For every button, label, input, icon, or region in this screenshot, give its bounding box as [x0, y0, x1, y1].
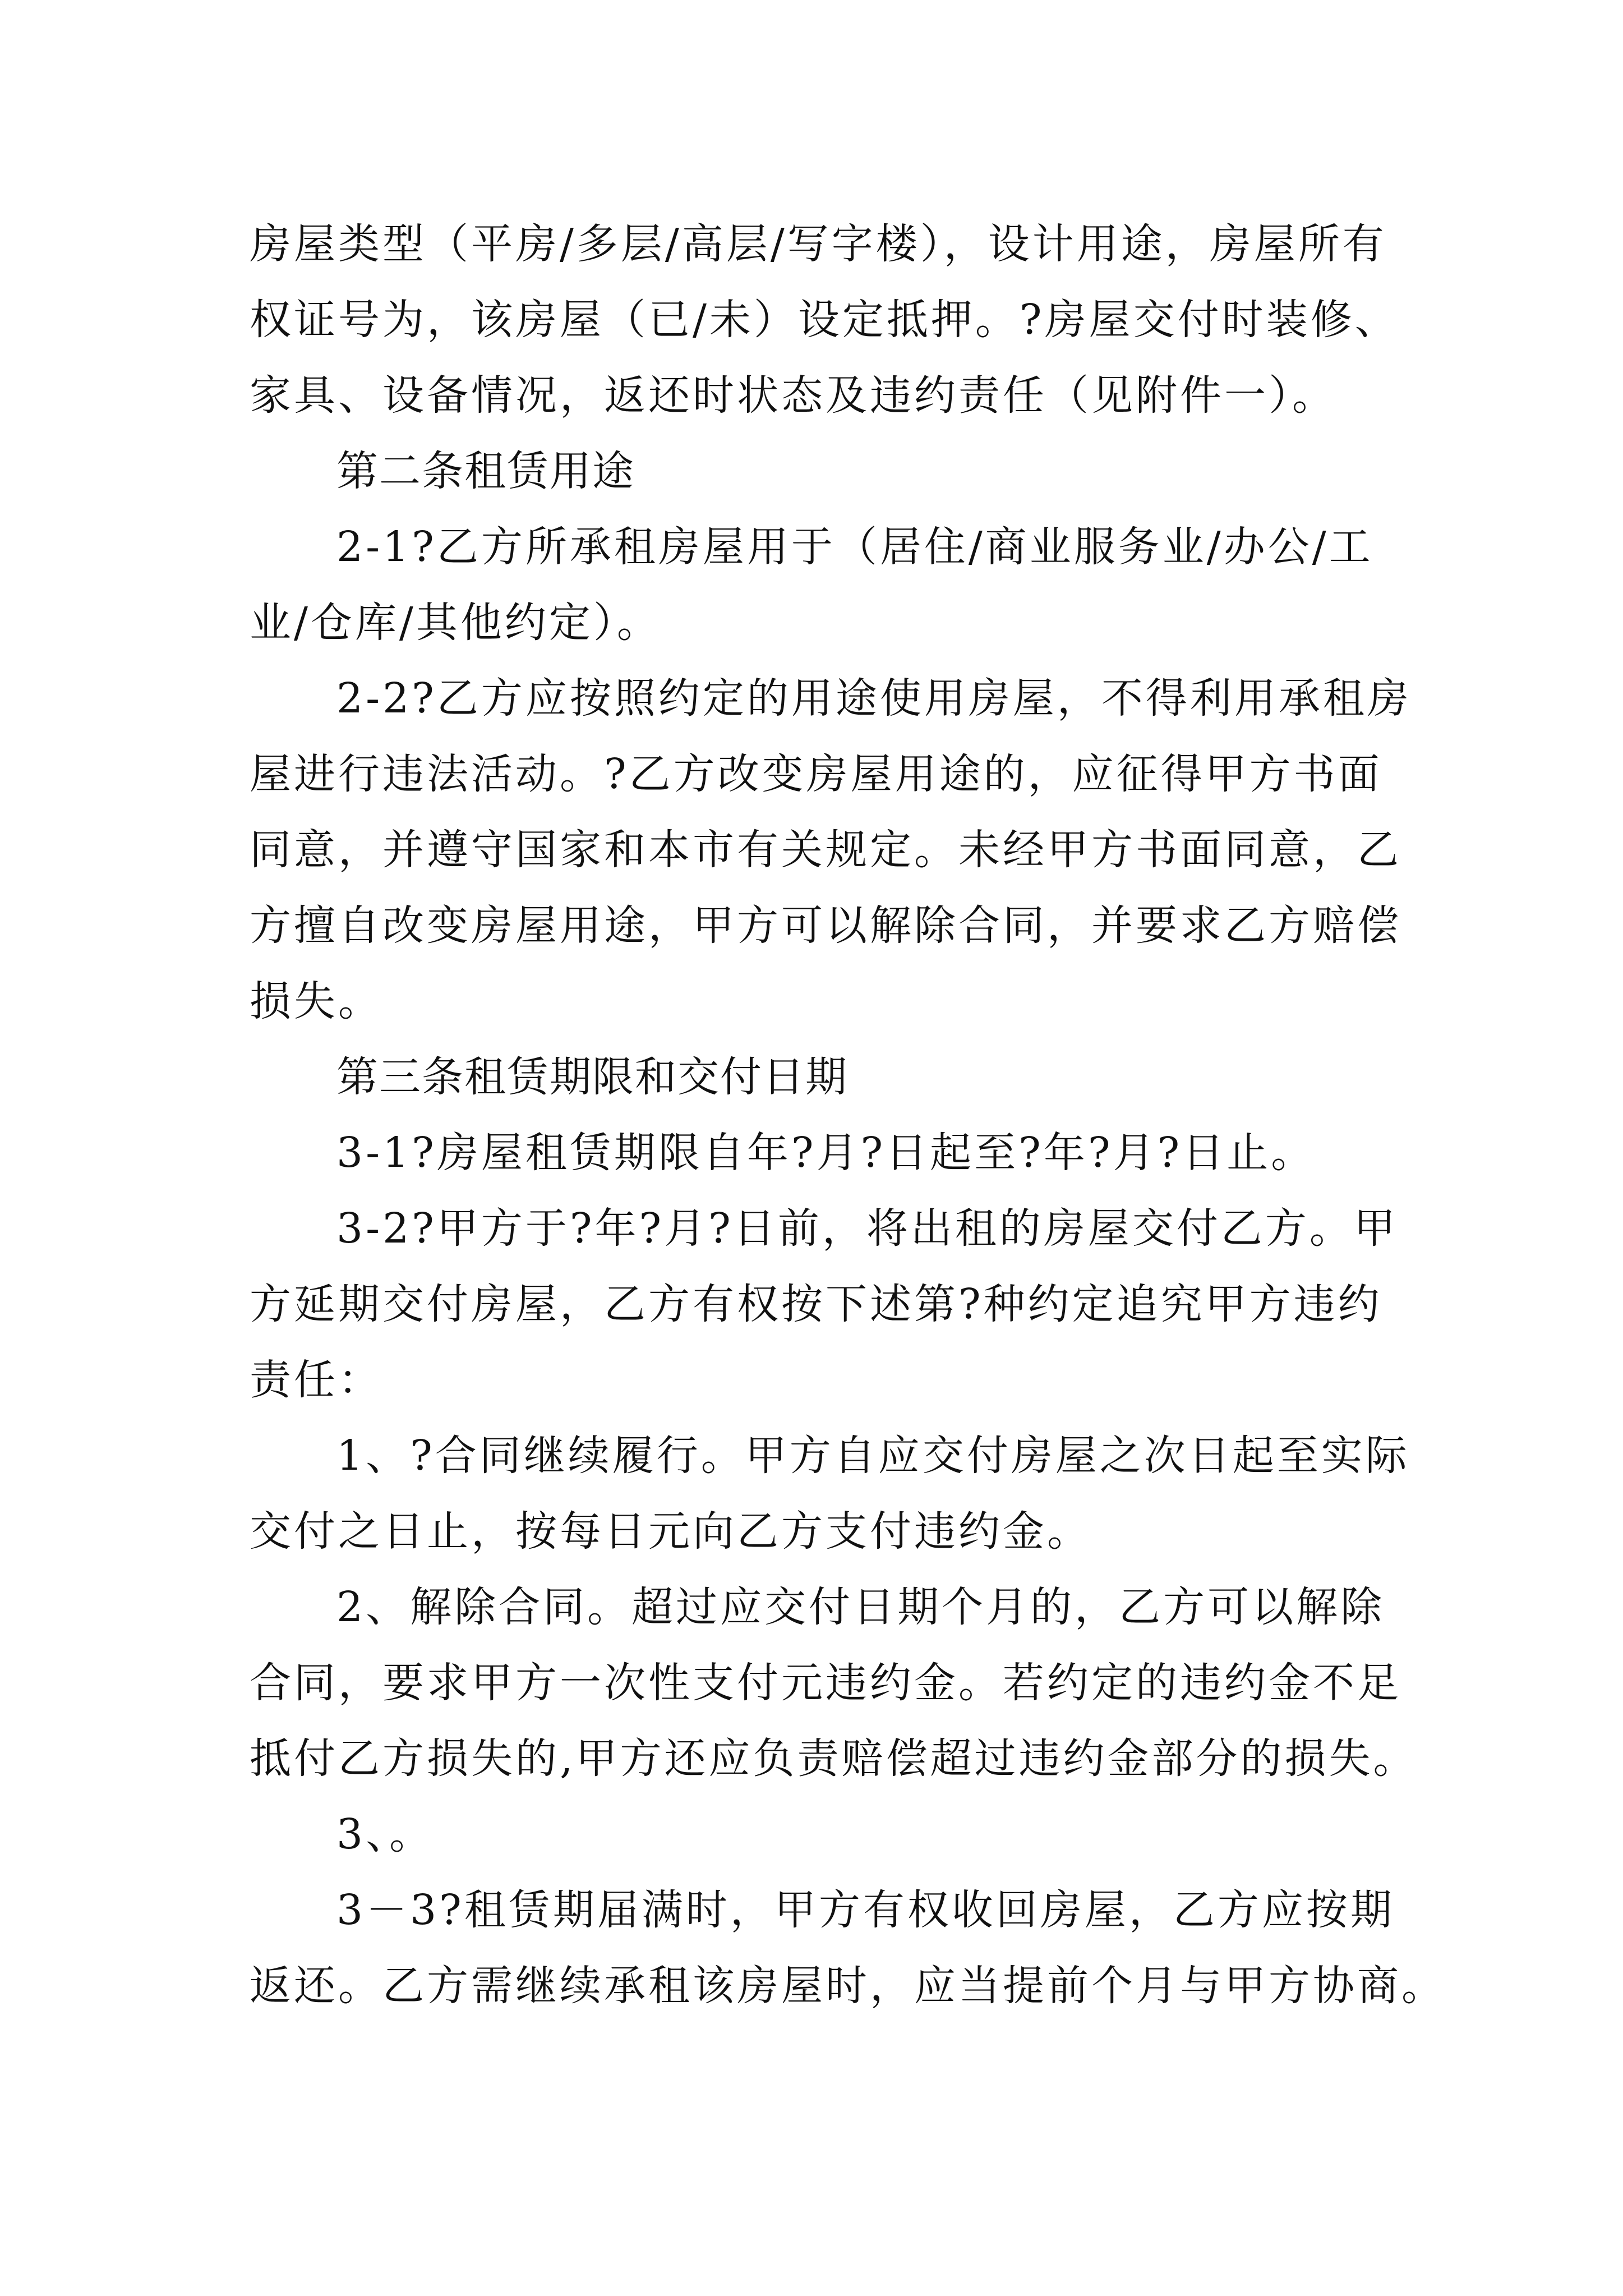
text-line: 抵付乙方损失的,甲方还应负责赔偿超过违约金部分的损失。: [250, 1734, 1418, 1783]
text-line: 3-2?甲方于?年?月?日前，将出租的房屋交付乙方。甲: [336, 1204, 1398, 1253]
text-line: 返还。乙方需继续承租该房屋时，应当提前个月与甲方协商。: [250, 1962, 1446, 2010]
text-line: 房屋类型（平房/多层/高层/写字楼），设计用途，房屋所有: [250, 220, 1387, 268]
text-line: 2-1?乙方所承租房屋用于（居住/商业服务业/办公/工: [336, 523, 1373, 571]
text-line: 权证号为，该房屋（已/未）设定抵押。?房屋交付时装修、: [250, 296, 1399, 344]
text-line: 3－3?租赁期届满时，甲方有权收回房屋，乙方应按期: [336, 1886, 1395, 1934]
text-line: 3-1?房屋租赁期限自年?月?日起至?年?月?日止。: [336, 1129, 1316, 1177]
text-line: 屋进行违法活动。?乙方改变房屋用途的，应征得甲方书面: [250, 750, 1382, 798]
text-line: 方擅自改变房屋用途，甲方可以解除合同，并要求乙方赔偿: [250, 901, 1401, 950]
text-line: 家具、设备情况，返还时状态及违约责任（见附件一）。: [250, 371, 1336, 420]
text-line: 责任：: [250, 1356, 382, 1404]
text-line: 合同，要求甲方一次性支付元违约金。若约定的违约金不足: [250, 1659, 1401, 1707]
section-heading: 第二条租赁用途: [336, 447, 635, 495]
text-line: 2、解除合同。超过应交付日期个月的，乙方可以解除: [336, 1583, 1385, 1631]
text-line: 同意，并遵守国家和本市有关规定。未经甲方书面同意，乙: [250, 826, 1401, 874]
section-heading: 第三条租赁期限和交付日期: [336, 1053, 848, 1101]
text-line: 损失。: [250, 977, 382, 1025]
text-line: 方延期交付房屋，乙方有权按下述第?种约定追究甲方违约: [250, 1280, 1382, 1328]
text-line: 3、。: [336, 1810, 434, 1858]
text-line: 交付之日止，按每日元向乙方支付违约金。: [250, 1507, 1091, 1556]
text-line: 1、?合同继续履行。甲方自应交付房屋之次日起至实际: [336, 1432, 1410, 1480]
text-line: 2-2?乙方应按照约定的用途使用房屋，不得利用承租房: [336, 674, 1412, 723]
text-line: 业/仓库/其他约定）。: [250, 599, 661, 647]
